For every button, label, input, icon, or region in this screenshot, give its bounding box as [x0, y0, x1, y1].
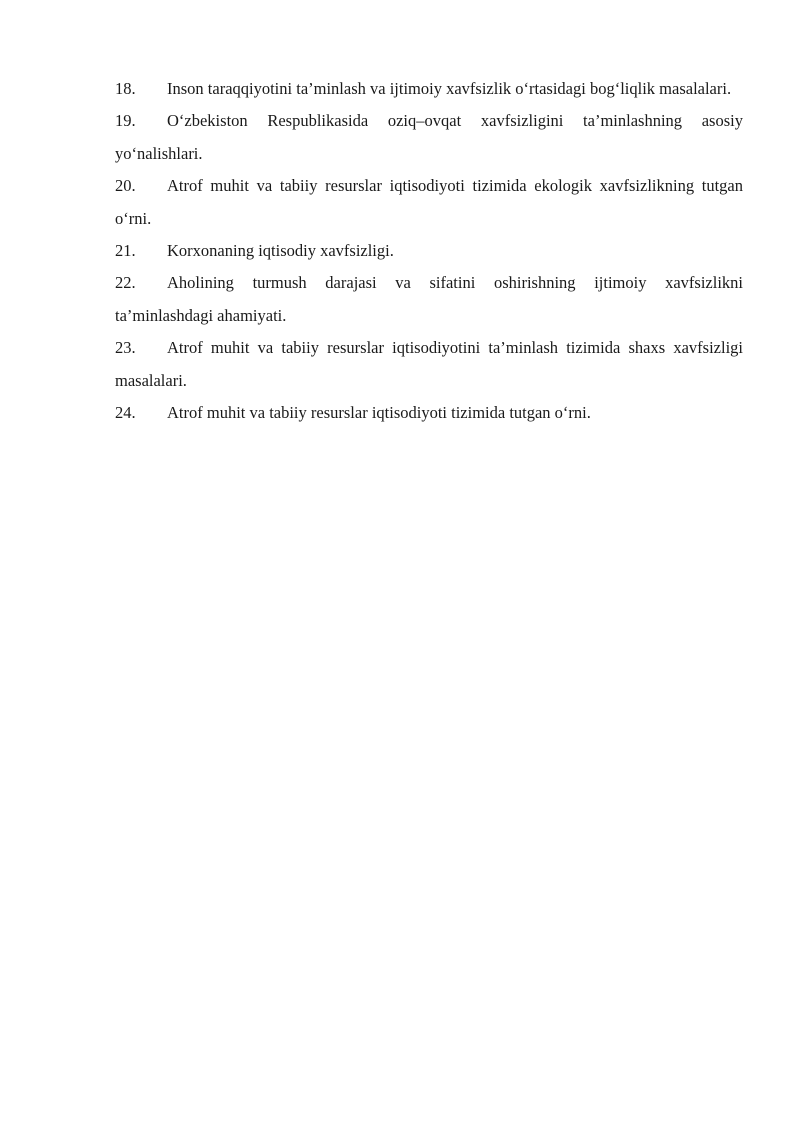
item-text: Inson taraqqiyotini ta’minlash va ijtimoiy xavfsizlik o‘rtasidagi bog‘liqlik masalalari. — [167, 79, 732, 98]
list-item — [115, 397, 743, 429]
item-text: O‘zbekiston Respublikasida oziq–ovqat xavfsizligini ta’minlashning asosiy yo‘nalishlari. — [115, 111, 743, 163]
item-number: 23. — [115, 338, 136, 358]
item-number: 18. — [115, 79, 136, 98]
item-number: 21. — [115, 241, 136, 261]
list-item — [115, 105, 743, 170]
item-text: Atrof muhit va tabiiy resurslar iqtisodiyotini ta’minlash tizimida shaxs xavfsizligi masalalari. — [115, 338, 743, 390]
topic-list — [115, 73, 743, 429]
item-number: 24. — [115, 403, 136, 423]
list-item — [115, 235, 743, 267]
item-text: Korxonaning iqtisodiy xavfsizligi. — [167, 241, 394, 261]
list-item — [115, 170, 743, 235]
item-number: 22. — [115, 273, 136, 293]
item-text: Atrof muhit va tabiiy resurslar iqtisodiyoti tizimida tutgan o‘rni. — [167, 403, 591, 423]
list-item — [115, 73, 743, 105]
item-number: 19. — [115, 111, 136, 131]
item-number: 20. — [115, 176, 136, 196]
list-item — [115, 267, 743, 332]
list-item — [115, 332, 743, 397]
item-text: Aholining turmush darajasi va sifatini oshirishning ijtimoiy xavfsizlikni ta’minlashdagi ahamiyati. — [115, 273, 743, 325]
item-text: Atrof muhit va tabiiy resurslar iqtisodiyoti tizimida ekologik xavfsizlikning tutgan o‘rni. — [115, 176, 743, 228]
